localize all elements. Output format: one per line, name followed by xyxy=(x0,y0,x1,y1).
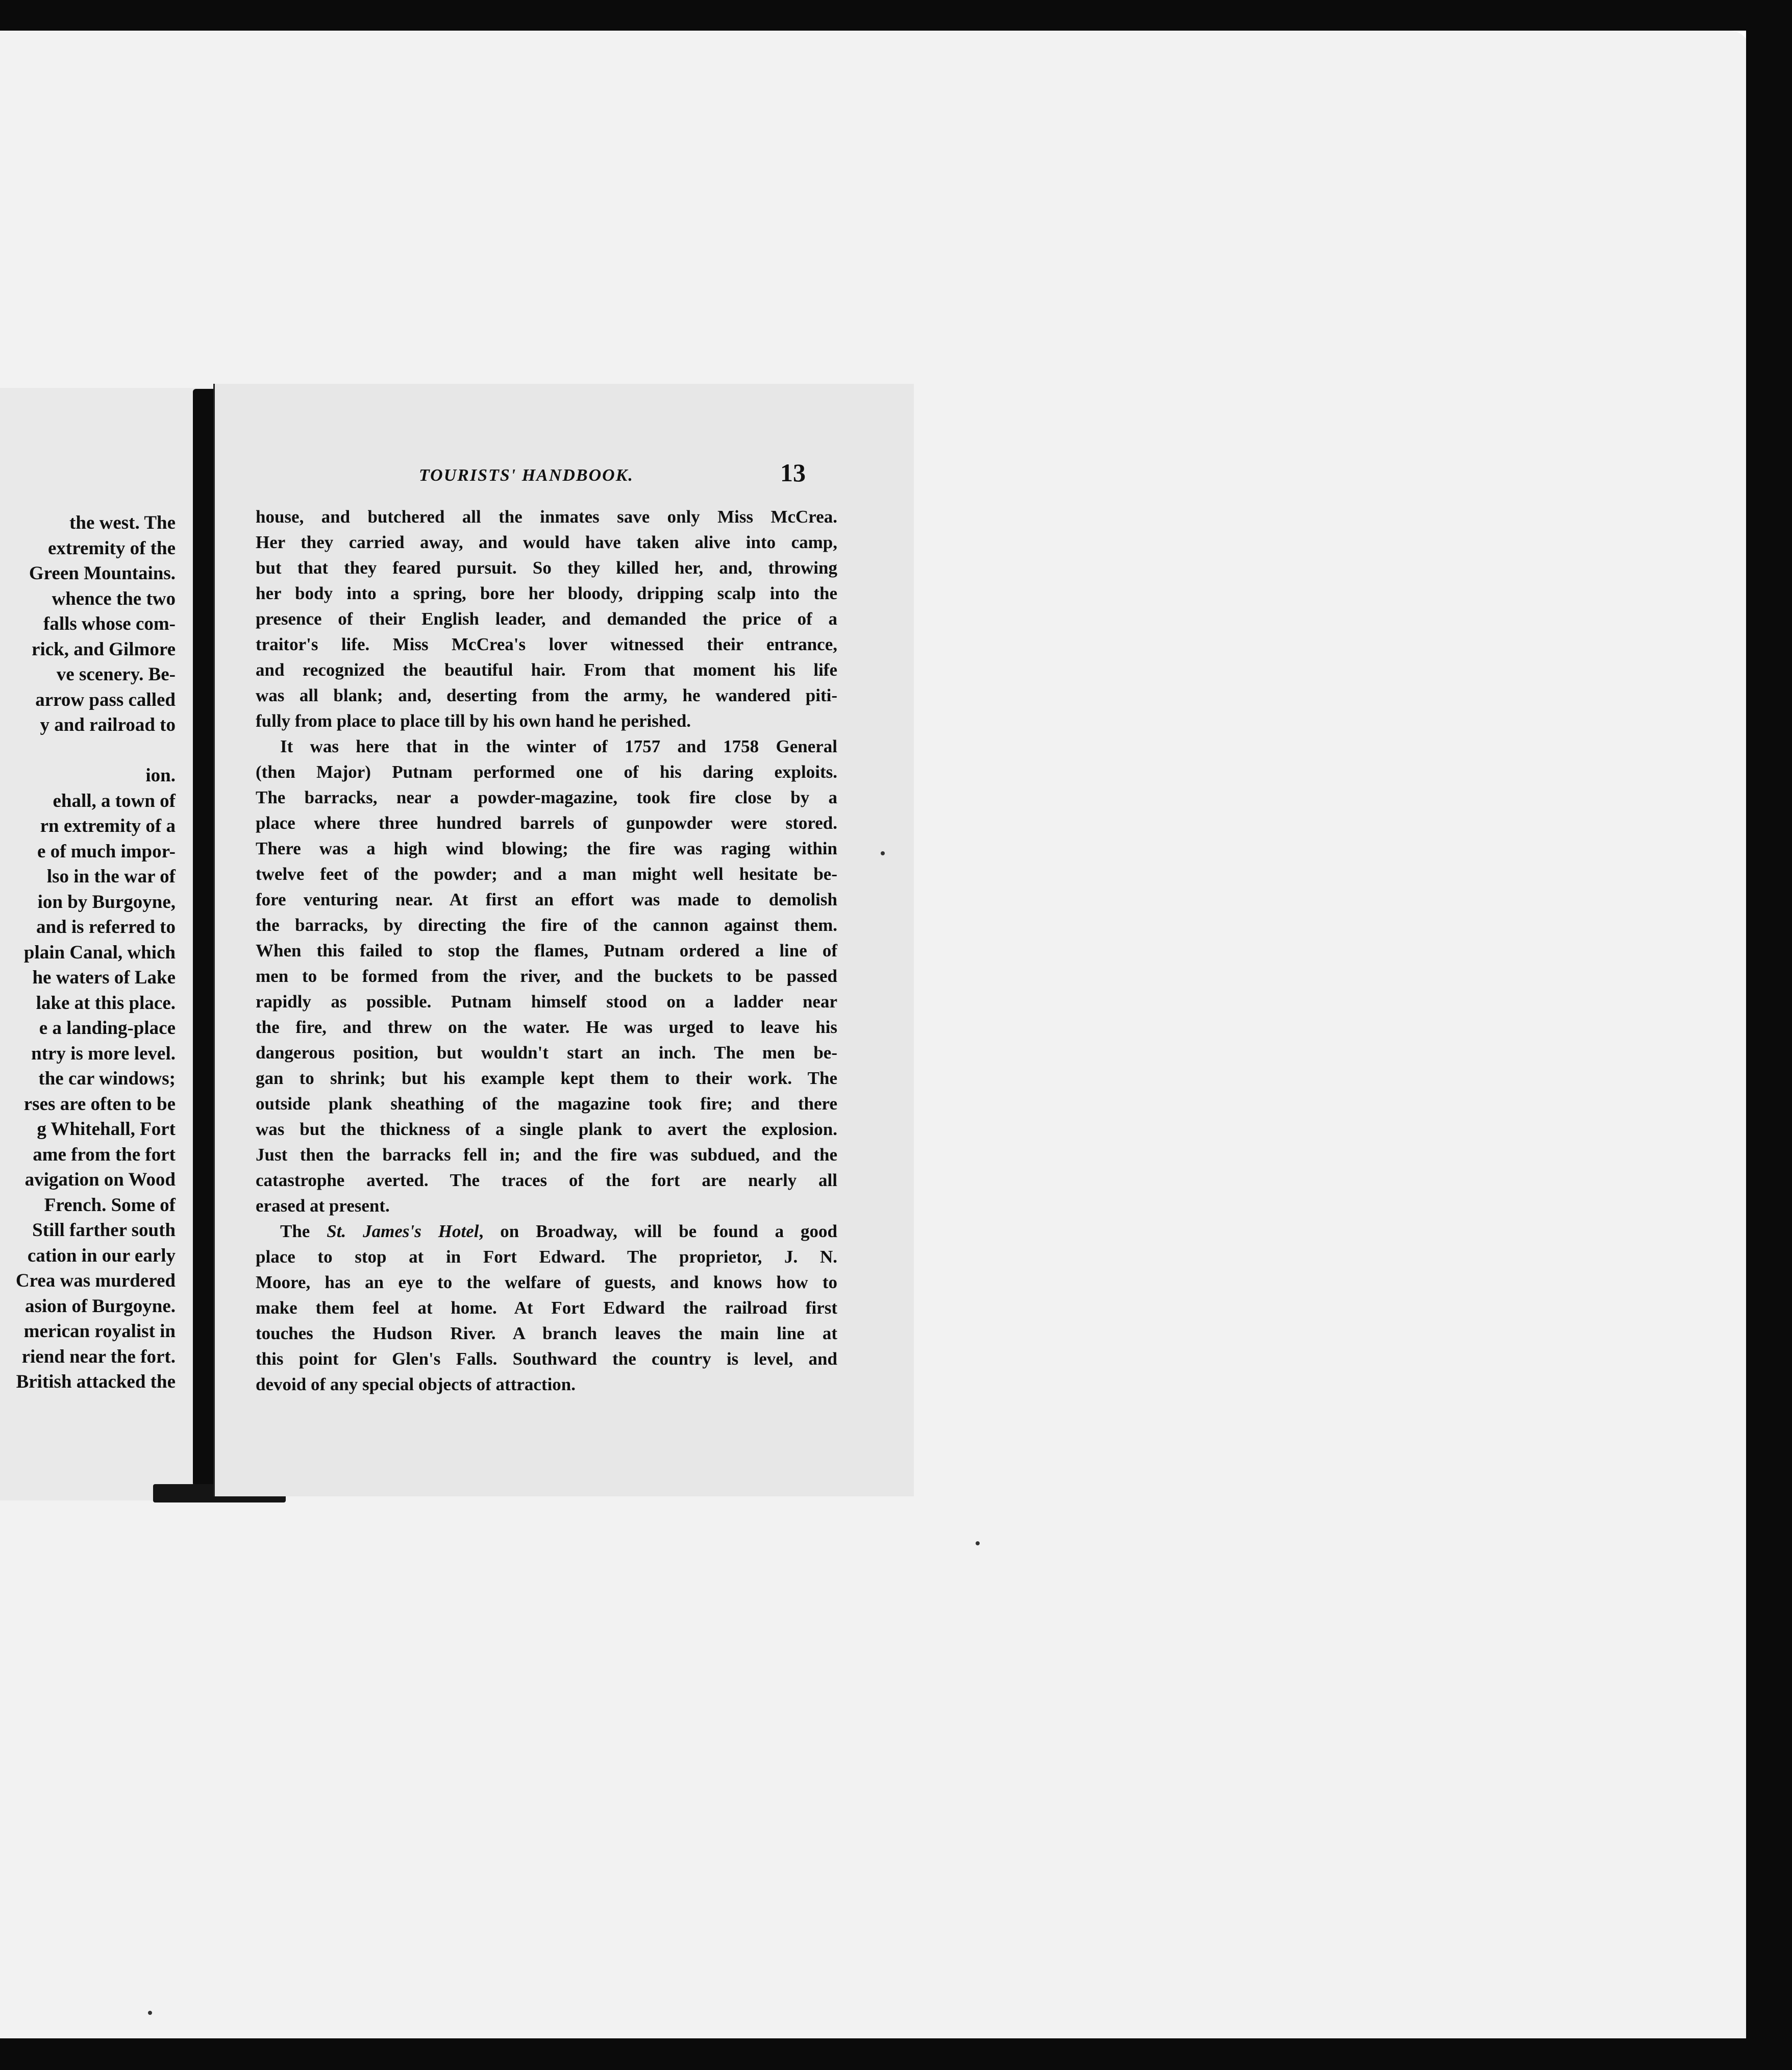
text-line: men to be formed from the river, and the buckets to be passed xyxy=(256,966,837,986)
right-page xyxy=(213,384,914,1496)
text-line: lso in the war of xyxy=(46,866,176,887)
text-line: the west. The xyxy=(69,512,176,533)
text-line: plain Canal, which xyxy=(23,942,176,963)
text-line: arrow pass called xyxy=(35,689,176,710)
text-line: Just then the barracks fell in; and the fire was subdued, and the xyxy=(256,1145,837,1165)
text-line: ion by Burgoyne, xyxy=(37,891,176,913)
text-line: (then Major) Putnam performed one of his daring exploits. xyxy=(256,762,837,782)
text-line: lake at this place. xyxy=(36,992,176,1014)
text-line: When this failed to stop the flames, Putnam ordered a line of xyxy=(256,941,837,960)
text-line: riend near the fort. xyxy=(21,1346,176,1367)
text-line: rapidly as possible. Putnam himself stood on a ladder near xyxy=(256,992,837,1012)
text-line: was all blank; and, deserting from the army, he wandered piti- xyxy=(256,685,837,705)
text-line: extremity of the xyxy=(48,537,176,559)
text-line: ame from the fort xyxy=(33,1144,176,1165)
text-line: catastrophe averted. The traces of the fort are nearly all xyxy=(256,1170,837,1190)
text-line: but that they feared pursuit. So they killed her, and, throwing xyxy=(256,558,837,578)
text-line: touches the Hudson River. A branch leaves the main line at xyxy=(256,1323,837,1343)
text-line: devoid of any special objects of attraction. xyxy=(256,1374,576,1394)
text-line: gan to shrink; but his example kept them to their work. The xyxy=(256,1068,837,1088)
text-line: ntry is more level. xyxy=(31,1043,176,1064)
text-line: merican royalist in xyxy=(23,1321,176,1342)
text-run: , on Broadway, will be found a good xyxy=(479,1221,837,1241)
text-line: cation in our early xyxy=(27,1245,176,1266)
text-line xyxy=(0,738,176,763)
text-line: this point for Glen's Falls. Southward the country is level, and xyxy=(256,1349,837,1369)
text-line xyxy=(256,1219,837,1244)
left-page xyxy=(0,388,220,1500)
text-line: ve scenery. Be- xyxy=(56,664,176,685)
text-line: rses are often to be xyxy=(23,1093,176,1115)
text-line: and is referred to xyxy=(36,917,176,938)
film-border-top xyxy=(0,0,1792,31)
text-line: Crea was murdered xyxy=(15,1270,176,1291)
text-line: rick, and Gilmore xyxy=(32,638,176,660)
text-line: It was here that in the winter of 1757 and 1758 General xyxy=(280,736,837,756)
text-line: The barracks, near a powder-magazine, took fire close by a xyxy=(256,787,837,807)
text-line: fully from place to place till by his own hand he perished. xyxy=(256,711,691,731)
text-line: g Whitehall, Fort xyxy=(37,1119,176,1140)
text-line: house, and butchered all the inmates save only Miss McCrea. xyxy=(256,507,837,527)
dust-speck xyxy=(976,1541,980,1545)
text-line: Moore, has an eye to the welfare of guests, and knows how to xyxy=(256,1272,837,1292)
film-border-right xyxy=(1746,0,1792,2070)
text-run: The xyxy=(280,1221,327,1241)
left-page-text xyxy=(0,510,176,1395)
text-line: rn extremity of a xyxy=(40,816,176,836)
paragraph-2 xyxy=(256,734,837,1219)
text-line: the barracks, by directing the fire of the cannon against them. xyxy=(256,915,837,935)
text-line: e of much impor- xyxy=(37,841,176,862)
dust-speck xyxy=(148,2011,152,2015)
text-line: traitor's life. Miss McCrea's lover witnessed their entrance, xyxy=(256,634,837,654)
text-line: asion of Burgoyne. xyxy=(24,1295,176,1317)
text-line: ion. xyxy=(145,765,176,786)
text-line: place to stop at in Fort Edward. The proprietor, J. N. xyxy=(256,1247,837,1267)
text-line: y and railroad to xyxy=(40,714,176,735)
text-line: There was a high wind blowing; the fire was raging within xyxy=(256,839,837,858)
dust-speck xyxy=(881,851,885,855)
text-line: e a landing-place xyxy=(39,1018,176,1039)
text-line: Green Mountains. xyxy=(29,563,176,584)
running-head xyxy=(215,460,914,491)
text-line: and recognized the beautiful hair. From that moment his life xyxy=(256,660,837,680)
hotel-name: St. James's Hotel xyxy=(327,1221,479,1241)
text-line: fore venturing near. At first an effort was made to demolish xyxy=(256,890,837,909)
text-line: dangerous position, but wouldn't start an inch. The men be- xyxy=(256,1043,837,1063)
text-line: Still farther south xyxy=(32,1220,176,1241)
text-line: he waters of Lake xyxy=(32,967,176,988)
text-line: place where three hundred barrels of gunpowder were stored. xyxy=(256,813,837,833)
text-line: presence of their English leader, and demanded the price of a xyxy=(256,609,837,629)
text-line: was but the thickness of a single plank to avert the explosion. xyxy=(256,1119,837,1139)
text-line: erased at present. xyxy=(256,1196,390,1216)
text-line: twelve feet of the powder; and a man might well hesitate be- xyxy=(256,864,837,884)
paragraph-3 xyxy=(256,1219,837,1397)
text-line: avigation on Wood xyxy=(24,1169,176,1190)
text-line: French. Some of xyxy=(44,1194,176,1216)
text-line: outside plank sheathing of the magazine took fire; and there xyxy=(256,1094,837,1114)
text-line: the fire, and threw on the water. He was urged to leave his xyxy=(256,1017,837,1037)
text-line: British attacked the xyxy=(16,1371,176,1392)
paragraph-1 xyxy=(256,504,837,734)
text-line: ehall, a town of xyxy=(53,790,176,811)
text-line: whence the two xyxy=(52,588,176,609)
running-title: TOURISTS' HANDBOOK. xyxy=(419,466,634,485)
text-line: Her they carried away, and would have taken alive into camp, xyxy=(256,532,837,552)
text-line: the car windows; xyxy=(38,1068,176,1089)
text-line: her body into a spring, bore her bloody, dripping scalp into the xyxy=(256,583,837,603)
page-number: 13 xyxy=(780,458,806,487)
page-body xyxy=(256,504,837,1397)
text-line: falls whose com- xyxy=(43,613,176,634)
film-border-bottom xyxy=(0,2038,1792,2070)
text-line: make them feel at home. At Fort Edward the railroad first xyxy=(256,1298,837,1318)
